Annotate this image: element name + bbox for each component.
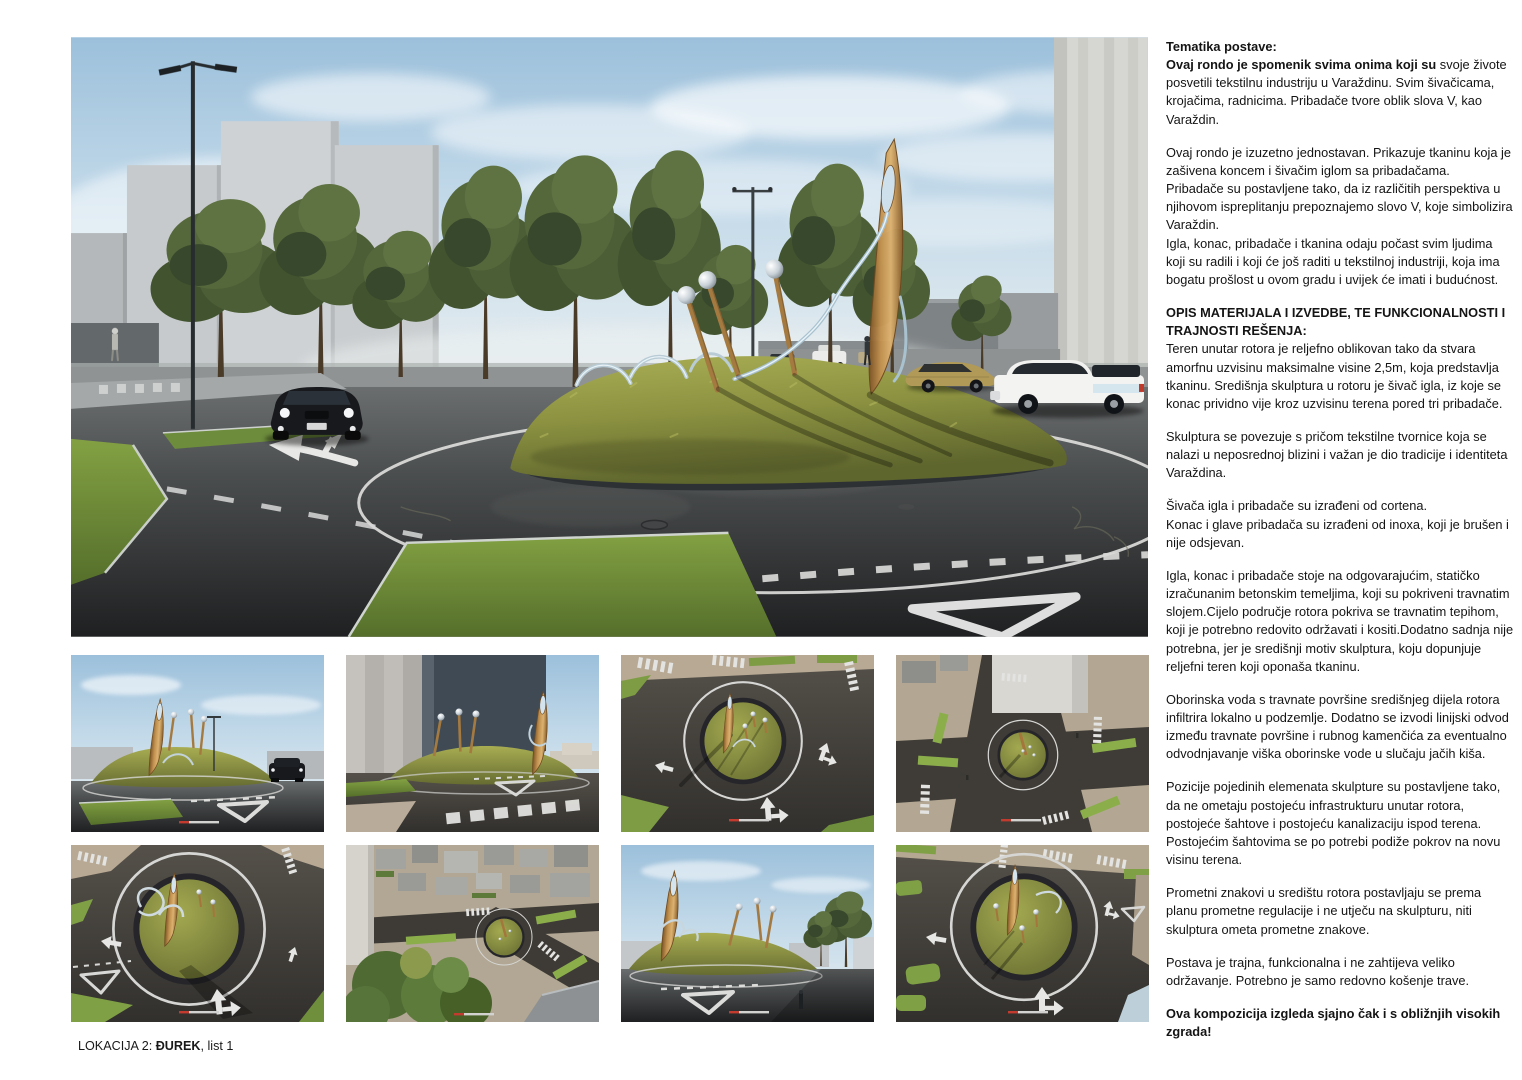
section-heading: Tematika postave: bbox=[1166, 39, 1277, 54]
spacer bbox=[1166, 129, 1515, 144]
paragraph: Pozicije pojedinih elemenata skulpture su postavljene tako, da ne ometaju postojeću infrastrukturu unutar rotora, postojeće šahtove i postojeću kanalizaciju ispod terena. Postojećim šahtovima se po potrebi podiže pokrov na novu visinu terena. bbox=[1166, 779, 1501, 868]
thumbnail-7 bbox=[621, 845, 874, 1022]
spacer bbox=[1166, 939, 1515, 954]
spacer bbox=[1166, 482, 1515, 497]
paragraph: Igla, konac, pribadače i tkanina odaju počast svim ljudima koji su radili i koji će još raditi u tekstilnoj industriji, koja ima bogatu prošlost u ovom gradu i uvijek će imati i budućnost. bbox=[1166, 235, 1500, 287]
thumbnail-6 bbox=[346, 845, 599, 1022]
section-heading: Ova kompozicija izgleda sjajno čak i s obližnjih visokih zgrada! bbox=[1166, 1006, 1501, 1040]
spacer bbox=[1166, 413, 1515, 428]
spacer bbox=[1166, 763, 1515, 778]
thumbnail-4 bbox=[896, 655, 1149, 832]
thumbnail-8 bbox=[896, 845, 1149, 1022]
car-black bbox=[265, 387, 369, 446]
thumbnail-2 bbox=[346, 655, 599, 832]
paragraph: Skulptura se povezuje s pričom tekstilne tvornice koja se nalazi u neposrednoj blizini i važan je dio tradicije i identiteta Varaždina. bbox=[1166, 428, 1508, 481]
splitter-island bbox=[349, 533, 777, 637]
thumbnail-5 bbox=[71, 845, 324, 1022]
paragraph: Postava je trajna, funkcionalna i ne zahtijeva veliko održavanje. Potrebno je samo redovno košenje trave. bbox=[1166, 954, 1470, 988]
paragraph: Prometni znakovi u središtu rotora postavljaju se prema planu prometne regulacije i ne utječu na skulpturu, niti skulptura ometa prometne znakove. bbox=[1166, 885, 1482, 937]
spacer bbox=[1166, 676, 1515, 691]
paragraph: Ovaj rondo je spomenik svima onima koji su svoje živote posvetili tekstilnu industriju u Varaždinu. Svim šivačicama, krojačima, radnicima. Pribadače tvore oblik slova V, kao Varaždin. bbox=[1166, 57, 1507, 127]
paragraph: Ovaj rondo je izuzetno jednostavan. Prikazuje tkaninu koja je zašivena koncem i šivačim iglom sa pribadačama. bbox=[1166, 144, 1512, 178]
paragraph: Oborinska voda s travnate površine središnjeg dijela rotora infiltrira lokalno u podzemlje. Dodatno se izvodi linijski odvod između travnate površine i rubnog kamenčića za eventualno odvodnjavanje viška oborinske vode u slučaju jačih kiša. bbox=[1166, 691, 1509, 762]
spacer bbox=[1166, 990, 1515, 1005]
thumbnail-3 bbox=[621, 655, 874, 832]
manhole bbox=[641, 520, 667, 529]
caption-prefix: LOKACIJA 2: bbox=[78, 1039, 156, 1053]
spacer bbox=[1166, 869, 1515, 884]
description-column bbox=[1166, 38, 1515, 1041]
car-pickup bbox=[990, 360, 1144, 418]
paragraph: Igla, konac i pribadače stoje na odgovarajućim, statičko izračunanim betonskim temeljima, koji su pokriveni travnatim slojem.Cijelo područje rotora pokriva se travnatim tepihom, koji je potrebno redovito održavati i kositi.Dodatno sadnja nije potrebna, jer je središnji motiv skulptura, koju dopunjuje reljefni teren koji oponaša tkaninu. bbox=[1166, 567, 1514, 674]
paragraph: Šivača igla i pribadače su izrađeni od cortena. bbox=[1166, 498, 1428, 514]
paragraph: Teren unutar rotora je reljefno oblikovan tako da stvara amorfnu uzvisinu maksimalne visine 2,5m, koja predstavlja tkaninu. Središnja skulptura u rotoru je šivač igla, iz koje se konac prividno vije kroz uzvisinu terena pored tri pribadače. bbox=[1166, 341, 1503, 411]
section-heading: OPIS MATERIJALA I IZVEDBE, TE FUNKCIONALNOSTI I TRAJNOSTI REŠENJA: bbox=[1166, 305, 1506, 339]
paragraph: Konac i glave pribadača su izrađeni od inoxa, koji je brušen i nije odsjevan. bbox=[1166, 516, 1509, 550]
spacer bbox=[1166, 289, 1515, 304]
thumbnail-1 bbox=[71, 655, 324, 832]
spacer bbox=[1166, 552, 1515, 567]
caption-suffix: , list 1 bbox=[200, 1039, 234, 1053]
main-render-image bbox=[71, 37, 1148, 637]
paragraph: Pribadače su postavljene tako, da iz različitih perspektiva u njihovom ispreplitanju prepoznajemo slovo V, koje simbolizira Varaždin. bbox=[1166, 181, 1513, 233]
sheet-caption bbox=[78, 1039, 233, 1053]
caption-location: ĐUREK bbox=[155, 1039, 201, 1053]
